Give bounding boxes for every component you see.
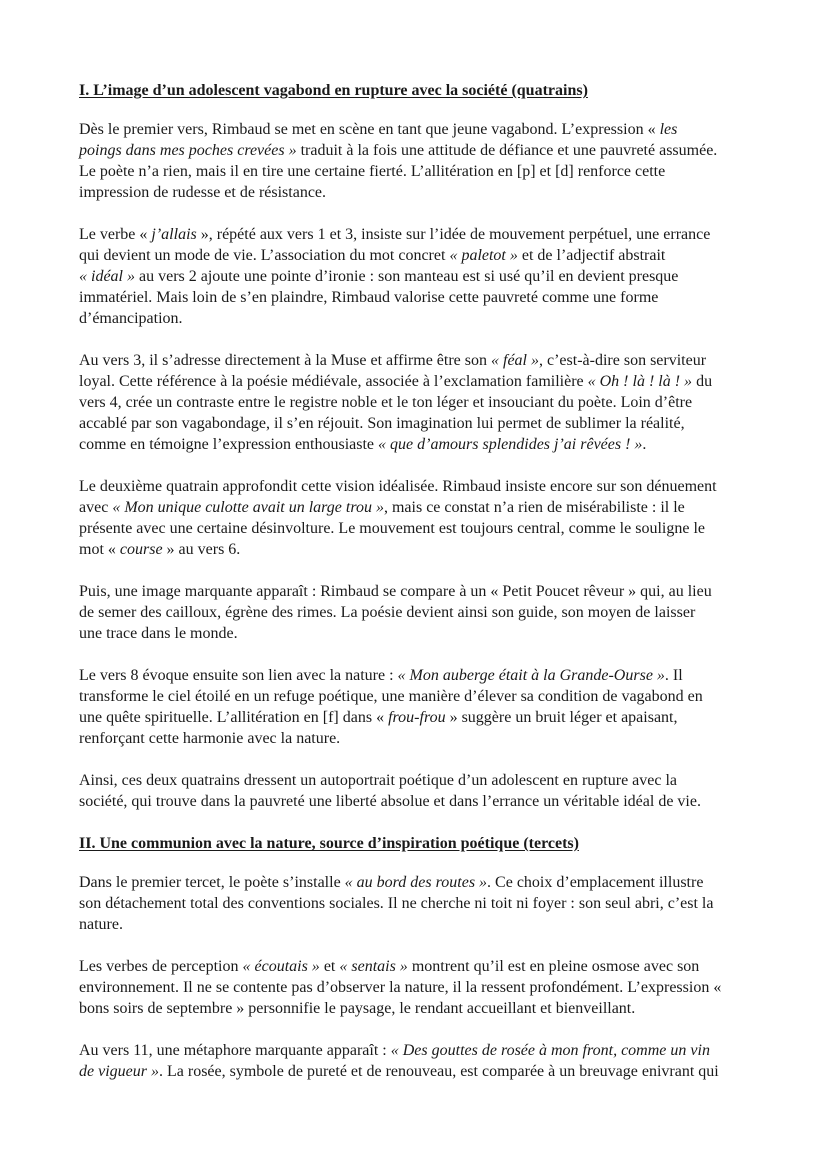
text-run: loyal. Cette référence à la poésie médiévale, associée à l’exclamation familière [79, 373, 588, 390]
text-run: mot « [79, 541, 120, 558]
text-run: Le vers 8 évoque ensuite son lien avec la nature : [79, 667, 398, 684]
text-line [79, 686, 769, 707]
quotation-italic: les [659, 121, 678, 138]
text-run: une quête spirituelle. L’allitération en [f] dans « [79, 709, 389, 726]
quotation-italic: « paletot » [449, 247, 518, 264]
text-line [79, 266, 769, 287]
quotation-italic: j’allais [151, 226, 197, 243]
text-run: avec [79, 499, 113, 516]
text-run: renforçant cette harmonie avec la nature. [79, 730, 341, 747]
text-run: son détachement total des conventions sociales. Il ne cherche ni toit ni foyer : son seul abri, c’est la [79, 895, 714, 912]
paragraph [79, 872, 769, 935]
text-run: Ainsi, ces deux quatrains dressent un autoportrait poétique d’un adolescent en rupture avec la [79, 772, 678, 789]
text-run: nature. [79, 916, 123, 933]
text-run: et de l’adjectif abstrait [517, 247, 666, 264]
text-run: », répété aux vers 1 et 3, insiste sur l’idée de mouvement perpétuel, une errance [196, 226, 711, 243]
text-line [79, 872, 769, 893]
text-line [79, 728, 769, 749]
text-line [79, 623, 769, 644]
text-line [79, 914, 769, 935]
text-line [79, 665, 769, 686]
text-run: au vers 2 ajoute une pointe d’ironie : son manteau est si usé qu’il en devient presque [135, 268, 679, 285]
text-run: Les verbes de perception [79, 958, 243, 975]
text-run: accablé par son vagabondage, il s’en réjouit. Son imagination lui permet de sublimer la réalité, [79, 415, 685, 432]
quotation-italic: poings dans mes poches crevées » [79, 142, 297, 159]
text-run: transforme le ciel étoilé en un refuge poétique, une manière d’élever sa condition de vagabond en [79, 688, 703, 705]
text-line [79, 893, 769, 914]
text-run: comme en témoigne l’expression enthousiaste [79, 436, 379, 453]
text-run: immatériel. Mais loin de s’en plaindre, Rimbaud valorise cette pauvreté comme une forme [79, 289, 659, 306]
text-run: et [319, 958, 340, 975]
text-line [79, 770, 769, 791]
quotation-italic: « Mon auberge était à la Grande-Ourse » [397, 667, 665, 684]
text-line [79, 1040, 769, 1061]
paragraph [79, 1040, 769, 1082]
text-run: montrent qu’il est en pleine osmose avec son [407, 958, 700, 975]
quotation-italic: « Des gouttes de rosée à mon front, comme un vin [390, 1042, 710, 1059]
text-line [79, 161, 769, 182]
text-line [79, 497, 769, 518]
text-line [79, 518, 769, 539]
paragraph [79, 476, 769, 560]
quotation-italic: « sentais » [339, 958, 408, 975]
document-page [79, 80, 769, 1103]
quotation-italic: « idéal » [79, 268, 135, 285]
paragraph [79, 581, 769, 644]
text-run: . Ce choix d’emplacement illustre [487, 874, 704, 891]
text-line [79, 707, 769, 728]
text-run: , mais ce constat n’a rien de misérabiliste : il le [383, 499, 685, 516]
text-line [79, 956, 769, 977]
text-run: Au vers 3, il s’adresse directement à la Muse et affirme être son [79, 352, 491, 369]
quotation-italic: « que d’amours splendides j’ai rêvées ! » [378, 436, 643, 453]
section-2-heading: II. Une communion avec la nature, source d’inspiration poétique (tercets) [79, 835, 579, 852]
text-run: » suggère un bruit léger et apaisant, [445, 709, 678, 726]
text-line [79, 413, 769, 434]
text-line [79, 119, 769, 140]
text-run: Au vers 11, une métaphore marquante apparaît : [79, 1042, 391, 1059]
text-run: . Il [664, 667, 683, 684]
text-run: d’émancipation. [79, 310, 183, 327]
text-run: Le verbe « [79, 226, 152, 243]
section-1-body [79, 119, 769, 833]
text-run: Le poète n’a rien, mais il en tire une certaine fierté. L’allitération en [p] et [d] renforce cette [79, 163, 666, 180]
text-line [79, 791, 769, 812]
text-run: Dès le premier vers, Rimbaud se met en scène en tant que jeune vagabond. L’expression « [79, 121, 660, 138]
text-line [79, 539, 769, 560]
text-run: environnement. Il ne se contente pas d’observer la nature, il la ressent profondément. L’expression « [79, 979, 722, 996]
text-run: impression de rudesse et de résistance. [79, 184, 327, 201]
text-run: » au vers 6. [162, 541, 241, 558]
text-run: de semer des cailloux, égrène des rimes. La poésie devient ainsi son guide, son moyen de laisser [79, 604, 696, 621]
quotation-italic: frou-frou [388, 709, 446, 726]
text-line [79, 392, 769, 413]
paragraph [79, 224, 769, 329]
text-line [79, 476, 769, 497]
text-run: une trace dans le monde. [79, 625, 238, 642]
text-line [79, 1061, 769, 1082]
text-line [79, 182, 769, 203]
paragraph [79, 119, 769, 203]
text-run: traduit à la fois une attitude de défiance et une pauvreté assumée. [296, 142, 718, 159]
section-2-body [79, 872, 769, 1103]
paragraph [79, 770, 769, 812]
text-line [79, 602, 769, 623]
text-run: bons soirs de septembre » personnifie le paysage, le rendant accueillant et bienveillant. [79, 1000, 636, 1017]
quotation-italic: de vigueur » [79, 1063, 159, 1080]
text-line [79, 434, 769, 455]
text-run: Puis, une image marquante apparaît : Rimbaud se compare à un « Petit Poucet rêveur » qui, au lieu [79, 583, 712, 600]
text-run: . [642, 436, 647, 453]
text-run: vers 4, crée un contraste entre le registre noble et le ton léger et insouciant du poète. Loin d’être [79, 394, 693, 411]
text-line [79, 350, 769, 371]
text-run: présente avec une certaine désinvolture. Le mouvement est toujours central, comme le souligne le [79, 520, 705, 537]
quotation-italic: « féal » [491, 352, 539, 369]
text-line [79, 287, 769, 308]
text-line [79, 308, 769, 329]
paragraph [79, 665, 769, 749]
text-run: Dans le premier tercet, le poète s’installe [79, 874, 345, 891]
text-run: Le deuxième quatrain approfondit cette vision idéalisée. Rimbaud insiste encore sur son dénuement [79, 478, 717, 495]
text-line [79, 581, 769, 602]
quotation-italic: course [119, 541, 163, 558]
text-line [79, 224, 769, 245]
section-1-heading: I. L’image d’un adolescent vagabond en rupture avec la société (quatrains) [79, 82, 588, 99]
text-line [79, 140, 769, 161]
quotation-italic: « au bord des routes » [344, 874, 488, 891]
text-line [79, 371, 769, 392]
text-run: qui devient un mode de vie. L’association du mot concret [79, 247, 450, 264]
quotation-italic: « Oh ! là ! là ! » [587, 373, 693, 390]
text-line [79, 977, 769, 998]
text-run: du [692, 373, 713, 390]
paragraph [79, 350, 769, 455]
quotation-italic: « Mon unique culotte avait un large trou » [112, 499, 384, 516]
quotation-italic: « écoutais » [242, 958, 320, 975]
text-run: , c’est-à-dire son serviteur [539, 352, 707, 369]
paragraph [79, 956, 769, 1019]
text-run: . La rosée, symbole de pureté et de renouveau, est comparée à un breuvage enivrant qui [158, 1063, 719, 1080]
text-line [79, 245, 769, 266]
text-run: société, qui trouve dans la pauvreté une liberté absolue et dans l’errance un véritable idéal de vie. [79, 793, 701, 810]
text-line [79, 998, 769, 1019]
